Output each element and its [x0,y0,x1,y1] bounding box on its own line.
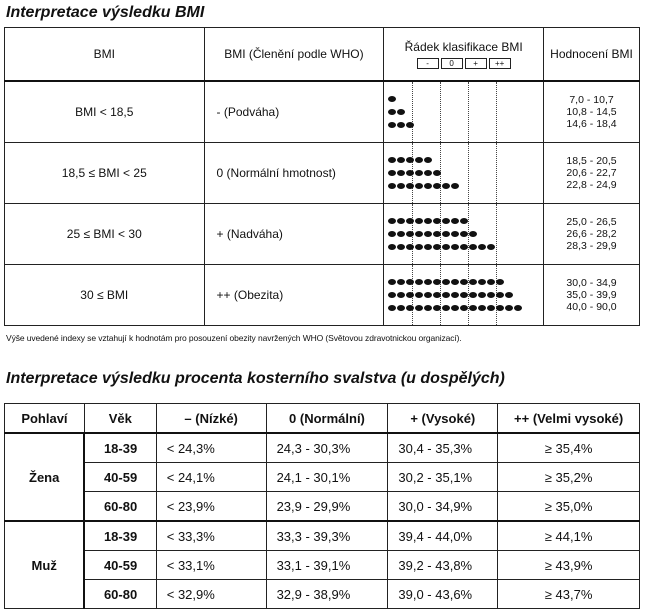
classification-dot [442,183,450,189]
classification-dot [478,244,486,250]
high-cell: 39,4 - 44,0% [388,521,498,551]
muscle-table [4,403,640,609]
value-range: 30,0 - 34,9 [566,277,617,289]
value-range: 18,5 - 20,5 [566,155,617,167]
classification-dot [388,279,396,285]
bmi-range: BMI < 18,5 [5,81,205,143]
dot-row [388,122,414,130]
who-category: + (Nadváha) [204,204,384,265]
scale-divider [496,82,497,142]
dot-row [388,305,522,313]
dot-row [388,218,468,226]
classification-dot [469,231,477,237]
bmi-section-title: Interpretace výsledku BMI [6,4,205,21]
bmi-range: 30 ≤ BMI [5,265,205,326]
classification-row-label: Řádek klasifikace BMI [404,39,523,54]
scale-divider [412,82,413,142]
classification-dot [460,279,468,285]
classification-dot [424,183,432,189]
value-range: 25,0 - 26,5 [566,216,617,228]
classification-dot [388,96,396,102]
classification-dot [397,244,405,250]
table-row [5,551,640,580]
table-row [5,580,640,609]
who-category: ++ (Obezita) [204,265,384,326]
value-range: 40,0 - 90,0 [566,301,617,313]
classification-dot [406,157,414,163]
bmi-range: 25 ≤ BMI < 30 [5,204,205,265]
classification-dot [505,292,513,298]
very-high-cell: ≥ 35,4% [498,433,640,463]
scale-divider [468,143,469,203]
classification-dot [469,279,477,285]
classification-dot [388,157,396,163]
classification-dot [424,292,432,298]
classification-dot [424,218,432,224]
who-footnote: Výše uvedené indexy se vztahují k hodnotám pro posouzení obezity navržených WHO (Světovou zdravotnickou organizací). [6,333,462,343]
classification-dot [424,305,432,311]
classification-dot [415,170,423,176]
bmi-row [5,81,640,143]
classification-dot [469,305,477,311]
classification-dot [406,231,414,237]
high-cell: 30,2 - 35,1% [388,463,498,492]
value-range: 28,3 - 29,9 [566,240,617,252]
dot-chart-cell [384,265,544,326]
dot-row [388,279,504,287]
age-cell: 18-39 [84,521,156,551]
value-ranges [544,265,640,326]
dot-row [388,244,495,252]
classification-dot [424,157,432,163]
age-cell: 40-59 [84,551,156,580]
classification-dot [388,244,396,250]
table-row [5,521,640,551]
dot-chart [384,143,543,203]
classification-dot [433,305,441,311]
classification-dot [496,279,504,285]
low-cell: < 33,1% [156,551,266,580]
value-range: 14,6 - 18,4 [566,118,617,130]
classification-dot [460,292,468,298]
classification-dot [433,183,441,189]
bmi-header-row [5,28,640,82]
value-ranges [544,143,640,204]
classification-dot [451,292,459,298]
classification-dot [397,292,405,298]
classification-dot [514,305,522,311]
bmi-header: BMI [5,28,205,82]
sex-cell: Žena [5,433,85,521]
classification-dot [388,183,396,189]
who-header: BMI (Členění podle WHO) [204,28,384,82]
classification-dot [460,244,468,250]
classification-dot [415,279,423,285]
bmi-row [5,143,640,204]
high-header: + (Vysoké) [388,404,498,434]
classification-dot [496,305,504,311]
classification-dot [451,305,459,311]
classification-dot [487,279,495,285]
classification-dot [433,279,441,285]
classification-dot [415,231,423,237]
classification-dot [478,305,486,311]
value-range: 35,0 - 39,9 [566,289,617,301]
values-header: Hodnocení BMI [544,28,640,82]
age-cell: 40-59 [84,463,156,492]
classification-dot [388,231,396,237]
scale-low: - [417,58,439,69]
very-high-cell: ≥ 35,0% [498,492,640,522]
classification-row-header [384,28,544,82]
classification-dot [406,305,414,311]
low-header: – (Nízké) [156,404,266,434]
classification-dot [460,231,468,237]
classification-scale [384,58,543,69]
value-range: 7,0 - 10,7 [569,94,614,106]
classification-dot [478,279,486,285]
bmi-row [5,204,640,265]
classification-dot [406,122,414,128]
low-cell: < 24,1% [156,463,266,492]
classification-dot [460,305,468,311]
high-cell: 39,0 - 43,6% [388,580,498,609]
normal-cell: 33,1 - 39,1% [266,551,388,580]
very-high-cell: ≥ 43,9% [498,551,640,580]
classification-dot [397,157,405,163]
classification-dot [406,292,414,298]
classification-dot [415,183,423,189]
classification-dot [406,218,414,224]
low-cell: < 32,9% [156,580,266,609]
dot-row [388,157,432,165]
classification-dot [487,305,495,311]
normal-cell: 24,1 - 30,1% [266,463,388,492]
classification-dot [451,279,459,285]
classification-dot [397,183,405,189]
normal-cell: 23,9 - 29,9% [266,492,388,522]
classification-dot [397,122,405,128]
who-category: 0 (Normální hmotnost) [204,143,384,204]
classification-dot [451,231,459,237]
table-row [5,463,640,492]
classification-dot [397,109,405,115]
value-range: 22,8 - 24,9 [566,179,617,191]
bmi-table [4,27,640,326]
classification-dot [433,218,441,224]
classification-dot [397,170,405,176]
low-cell: < 33,3% [156,521,266,551]
age-cell: 60-80 [84,580,156,609]
low-cell: < 24,3% [156,433,266,463]
dot-row [388,170,441,178]
classification-dot [424,231,432,237]
dot-chart [384,265,543,325]
who-category: - (Podváha) [204,81,384,143]
scale-divider [468,82,469,142]
low-cell: < 23,9% [156,492,266,522]
classification-dot [442,292,450,298]
classification-dot [451,183,459,189]
normal-cell: 24,3 - 30,3% [266,433,388,463]
dot-chart-cell [384,204,544,265]
value-range: 26,6 - 28,2 [566,228,617,240]
classification-dot [433,244,441,250]
classification-dot [388,218,396,224]
value-range: 20,6 - 22,7 [566,167,617,179]
classification-dot [388,122,396,128]
scale-very-high: ++ [489,58,511,69]
dot-chart-cell [384,143,544,204]
classification-dot [397,218,405,224]
classification-dot [415,218,423,224]
classification-dot [415,292,423,298]
classification-dot [487,244,495,250]
classification-dot [406,279,414,285]
classification-dot [442,305,450,311]
normal-cell: 32,9 - 38,9% [266,580,388,609]
dot-row [388,96,396,104]
classification-dot [415,157,423,163]
classification-dot [397,231,405,237]
value-ranges [544,204,640,265]
very-high-cell: ≥ 43,7% [498,580,640,609]
classification-dot [424,170,432,176]
scale-high: + [465,58,487,69]
sex-header: Pohlaví [5,404,85,434]
classification-dot [451,218,459,224]
value-ranges [544,81,640,143]
classification-dot [442,218,450,224]
classification-dot [397,279,405,285]
classification-dot [451,244,459,250]
very-high-header: ++ (Velmi vysoké) [498,404,640,434]
classification-dot [406,183,414,189]
scale-divider [496,204,497,264]
scale-normal: 0 [441,58,463,69]
classification-dot [487,292,495,298]
classification-dot [496,292,504,298]
normal-header: 0 (Normální) [266,404,388,434]
classification-dot [424,244,432,250]
muscle-header-row [5,404,640,434]
classification-dot [406,244,414,250]
high-cell: 30,4 - 35,3% [388,433,498,463]
classification-dot [424,279,432,285]
classification-dot [469,244,477,250]
classification-dot [415,244,423,250]
dot-row [388,183,459,191]
dot-row [388,109,405,117]
classification-dot [505,305,513,311]
bmi-row [5,265,640,326]
table-row [5,433,640,463]
scale-divider [496,143,497,203]
classification-dot [442,231,450,237]
classification-dot [406,170,414,176]
classification-dot [388,305,396,311]
dot-chart-cell [384,81,544,143]
bone-section-title: Interpretace výsledku procenta kosterního svalstva (u dospělých) [6,370,505,387]
age-cell: 60-80 [84,492,156,522]
sex-cell: Muž [5,521,85,609]
very-high-cell: ≥ 35,2% [498,463,640,492]
age-cell: 18-39 [84,433,156,463]
age-header: Věk [84,404,156,434]
table-row [5,492,640,522]
classification-dot [442,244,450,250]
classification-dot [460,218,468,224]
very-high-cell: ≥ 44,1% [498,521,640,551]
high-cell: 30,0 - 34,9% [388,492,498,522]
classification-dot [442,279,450,285]
bmi-range: 18,5 ≤ BMI < 25 [5,143,205,204]
classification-dot [388,292,396,298]
classification-dot [433,292,441,298]
classification-dot [415,305,423,311]
classification-dot [388,109,396,115]
scale-divider [440,82,441,142]
classification-dot [469,292,477,298]
classification-dot [397,305,405,311]
dot-row [388,231,477,239]
dot-row [388,292,513,300]
classification-dot [388,170,396,176]
classification-dot [478,292,486,298]
high-cell: 39,2 - 43,8% [388,551,498,580]
dot-chart [384,204,543,264]
dot-chart [384,82,543,142]
classification-dot [433,231,441,237]
value-range: 10,8 - 14,5 [566,106,617,118]
classification-dot [433,170,441,176]
normal-cell: 33,3 - 39,3% [266,521,388,551]
